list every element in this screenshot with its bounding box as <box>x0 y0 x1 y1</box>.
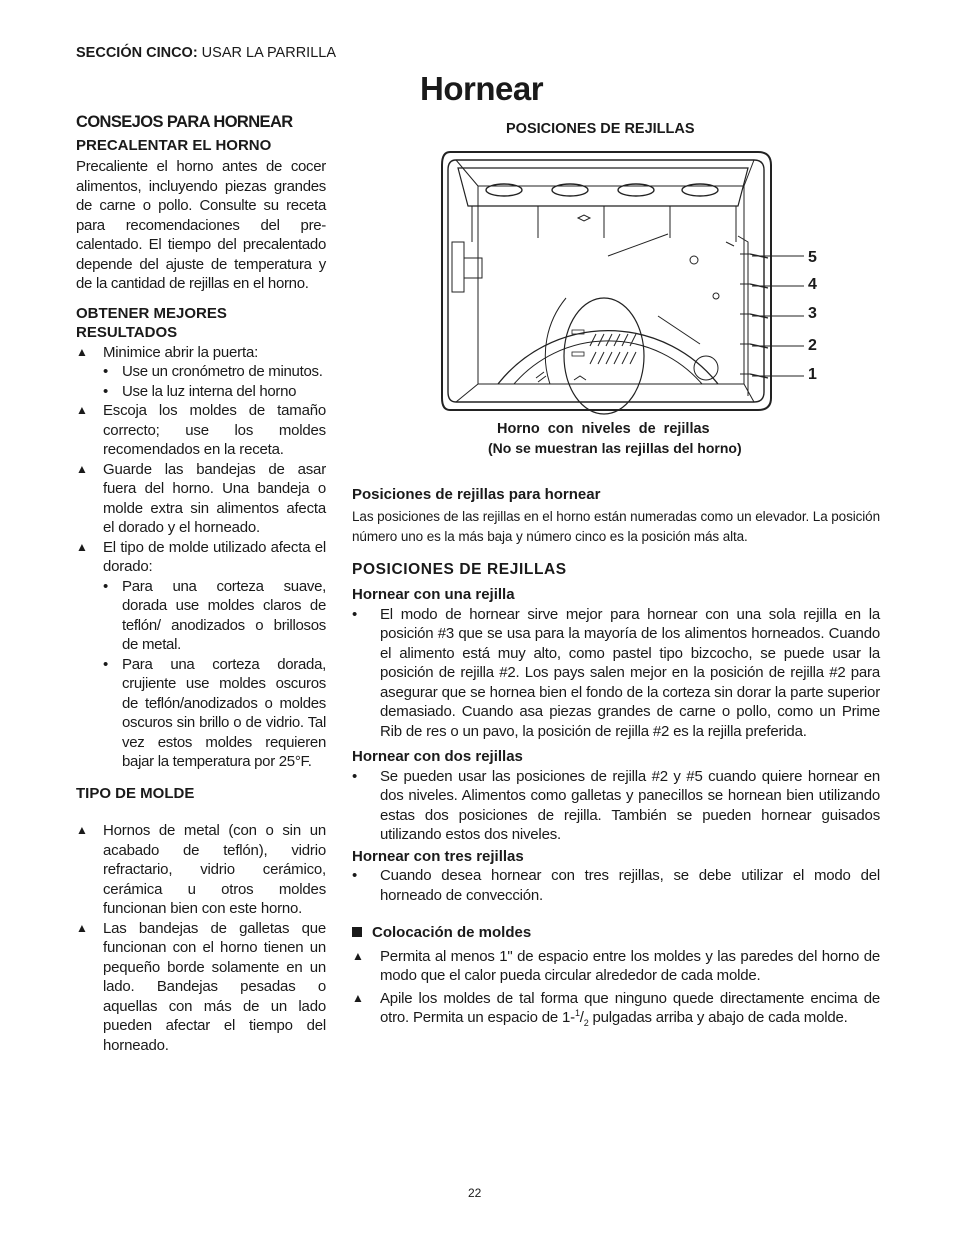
list-item <box>76 538 326 577</box>
list-item-text: Apile los moldes de tal forma que ninguno quede directamente encima de otro. Permita un espacio de 1- <box>380 989 880 1026</box>
triangle-bullet-icon: ▲ <box>76 920 88 935</box>
one-rack-heading: Hornear con una rejilla <box>352 586 515 603</box>
best-results-heading: OBTENER MEJORES RESULTADOS <box>76 304 227 341</box>
figure-caption-note: (No se muestran las rejillas del horno) <box>488 440 742 456</box>
figure-title: POSICIONES DE REJILLAS <box>506 121 695 137</box>
list-item-text: El tipo de molde utilizado afecta el dorado: <box>103 538 326 575</box>
list-item <box>352 989 880 1028</box>
list-item-text: El modo de hornear sirve mejor para hornear con una sola rejilla en la posición #3 que se usa para la mayoría de los alimentos horneados. Cuando el alimento está muy alto, como pastel tipo bizcocho, se puede usar la posición de rejilla #2. Los pays salen mejor en la posición de rejilla #2 para asegurar que se hornea bien el fondo de la corteza sin dorar la parte superior demasiado. Cuando asa piezas grandes de carne o pollo, como un Prime Rib de res o un pavo, la posición de rejilla #2 es la rejilla preferida. <box>380 605 880 740</box>
pan-placement-heading-text: Colocación de moldes <box>372 924 532 941</box>
list-item-text: Cuando desea hornear con tres rejillas, se debe utilizar el modo del horneado de convección. <box>380 867 880 904</box>
dot-bullet-icon: • <box>103 382 108 400</box>
list-item-text: Guarde las bandejas de asar fuera del horno. Una bandeja o molde extra sin alimentos afecta el dorado y el horneado. <box>103 460 326 536</box>
pan-type-heading: TIPO DE MOLDE <box>76 784 195 802</box>
right-column <box>352 485 880 1028</box>
section-label-rest: USAR LA PARRILLA <box>197 45 337 61</box>
triangle-bullet-icon: ▲ <box>76 344 88 359</box>
page-number: 22 <box>468 1186 482 1200</box>
dot-bullet-icon: • <box>352 767 358 785</box>
triangle-bullet-icon: ▲ <box>76 403 88 417</box>
dot-bullet-icon: • <box>352 605 358 623</box>
sub-list-item <box>76 362 326 382</box>
list-item <box>352 767 880 845</box>
dot-bullet-icon: • <box>103 655 108 673</box>
sub-list-item <box>76 382 326 402</box>
triangle-bullet-icon: ▲ <box>352 990 364 1005</box>
list-item-text-end: pulgadas arriba y abajo de cada molde. <box>588 1009 848 1026</box>
list-item <box>76 460 326 538</box>
list-item-text: Hornos de metal (con o sin un acabado de teflón), vidrio refractario, vidrio cerámico, cerámica u otros moldes funcionan bien con este horno. <box>103 822 326 917</box>
list-item-text: Minimice abrir la puerta: <box>103 343 259 361</box>
rack-positions-text: Las posiciones de las rejillas en el horno están numeradas como un elevador. La posición número uno es la más baja y número cinco es la posición más alta. <box>352 508 880 544</box>
list-item-text: Las bandejas de galletas que funcionan con el horno tienen un pequeño borde solamente en un lado. Bandejas pesadas o aquellas con más de un lado pueden afectar el tiempo del horneado. <box>103 919 326 1054</box>
three-rack-heading: Hornear con tres rejillas <box>352 847 524 865</box>
preheat-heading: PRECALENTAR EL HORNO <box>76 136 272 154</box>
rack-level-2: 2 <box>808 337 817 354</box>
baking-tips-heading: CONSEJOS PARA HORNEAR <box>76 113 293 131</box>
two-rack-heading: Hornear con dos rejillas <box>352 748 523 765</box>
triangle-bullet-icon: ▲ <box>76 539 88 554</box>
pan-placement-heading <box>352 923 880 943</box>
list-item <box>76 343 326 363</box>
section-label <box>76 45 336 61</box>
list-item <box>76 919 326 1056</box>
fraction-denominator: 2 <box>583 1018 589 1028</box>
dot-bullet-icon: • <box>352 867 358 884</box>
list-item <box>352 947 880 986</box>
sub-list-item-text: Use la luz interna del horno <box>122 382 297 400</box>
spacer <box>76 803 326 821</box>
list-item <box>352 605 880 742</box>
fraction-slash: / <box>579 1009 584 1026</box>
list-item-text: Escoja los moldes de tamaño correcto; use los moldes recomendados en la receta. <box>103 402 326 458</box>
section-label-bold: SECCIÓN CINCO: <box>76 45 198 61</box>
dot-bullet-icon: • <box>103 363 108 380</box>
list-item-text: Se pueden usar las posiciones de rejilla #2 y #5 cuando quiere hornear en dos niveles. Alimentos como galletas y panecillos se hornean bien utilizando estas dos posiciones de rejilla. También se pueden hornear guisados utilizando estos dos niveles. <box>380 767 880 843</box>
square-bullet-icon <box>352 927 362 937</box>
triangle-bullet-icon: ▲ <box>352 948 364 963</box>
rack-positions-subtitle: Posiciones de rejillas para hornear <box>352 486 601 503</box>
left-column <box>76 113 326 1055</box>
oven-rack-diagram <box>438 146 858 416</box>
figure-caption: Horno con niveles de rejillas <box>497 421 710 437</box>
dot-bullet-icon: • <box>103 577 108 595</box>
preheat-text: Precaliente el horno antes de cocer alimentos, incluyendo piezas grandes de carne o pollo. Consulte su receta para recomendaciones del pre-calentado. El tiempo del precalentado depende del ajuste de temperatura y de la cantidad de rejillas en el horno. <box>76 158 326 292</box>
list-item <box>76 401 326 460</box>
triangle-bullet-icon: ▲ <box>76 461 88 476</box>
sub-list-item <box>76 577 326 655</box>
rack-level-3: 3 <box>808 305 817 322</box>
rack-level-4: 4 <box>808 276 817 293</box>
sub-list-item <box>76 655 326 772</box>
fraction-numerator: 1 <box>574 1008 580 1018</box>
sub-list-item-text: Para una corteza dorada, crujiente use moldes oscuros de teflón/anodizados o moldes oscuros sin brillo o de vidrio. Tal vez estos moldes requieren bajar la temperatura por 25°F. <box>122 655 326 770</box>
page-title: Hornear <box>420 70 544 107</box>
list-item-text: Permita al menos 1" de espacio entre los moldes y las paredes del horno de modo que el calor pueda circular alrededor de cada molde. <box>380 947 880 984</box>
rack-positions-heading: POSICIONES DE REJILLAS <box>352 560 567 578</box>
list-item <box>76 821 326 919</box>
sub-list-item-text: Use un cronómetro de minutos. <box>122 363 323 380</box>
sub-list-item-text: Para una corteza suave, dorada use moldes claros de teflón/ anodizados o brillosos de metal. <box>122 577 326 653</box>
rack-level-1: 1 <box>808 366 817 383</box>
list-item <box>352 866 880 905</box>
rack-level-5: 5 <box>808 249 817 266</box>
triangle-bullet-icon: ▲ <box>76 823 88 837</box>
